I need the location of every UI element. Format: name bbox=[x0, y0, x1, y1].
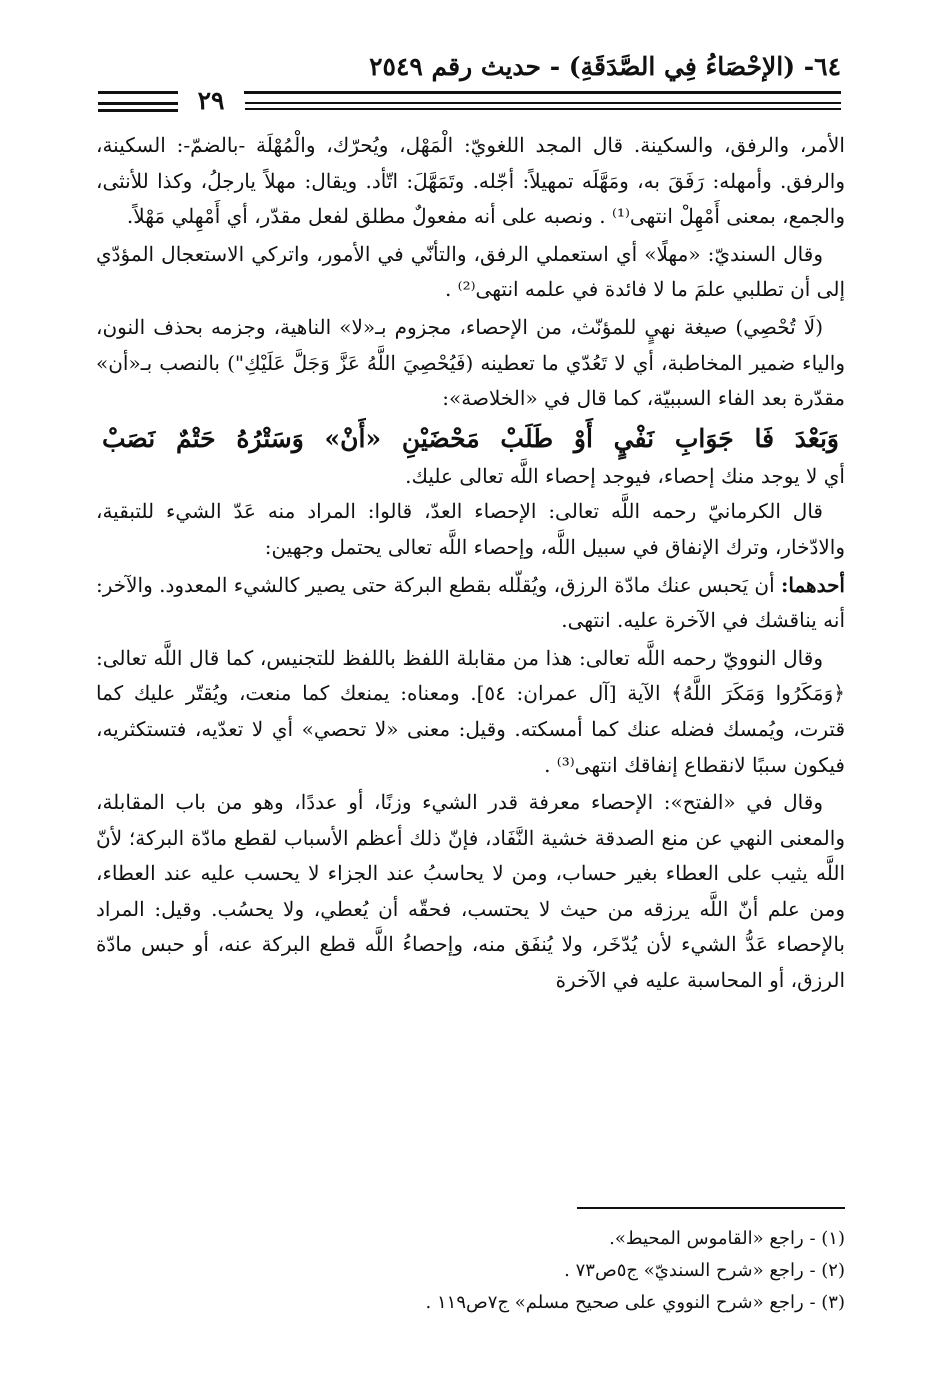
header-rule-short bbox=[98, 102, 178, 105]
body-text bbox=[96, 128, 845, 1001]
paragraph: وقال السنديّ: «مهلًا» أي استعملي الرفق، والتأنّي في الأمور، واتركي الاستعجال المؤدّي إلى أن تطلبي علمَ ما لا فائدة في علمه انتهى⁽²⁾ . bbox=[96, 241, 845, 302]
verse-explanation: أي لا يوجد منك إحصاء، فيوجد إحصاء اللَّه تعالى عليك. bbox=[405, 463, 845, 488]
paragraph bbox=[96, 568, 845, 639]
footnote: (٣) - راجع «شرح النووي على صحيح مسلم» ج٧ص١١٩ . bbox=[425, 1292, 845, 1313]
paragraph: الأمر، والرفق، والسكينة. قال المجد اللغويّ: الْمَهْل، ويُحرّك، والْمُهْلَة -بالضمّ-: السكينة، والرفق. وأمهله: رَفَقَ به، ومَهَّلَه تمهيلاً: أجّله. وتَمَهَّلَ: اتّأد. ويقال: مهلاً يارجلُ، وكذا للأنثى، والجمع، بمعنى أَمْهِلْ انتهى⁽¹⁾ . ونصبه على أنه مفعولٌ مطلق لفعل مقدّر، أي أَمْهِلي مَهْلاً. bbox=[96, 133, 846, 229]
lead-word: أحدهما: bbox=[780, 572, 845, 597]
paragraph: وقال في «الفتح»: الإحصاء معرفة قدر الشيء وزنًا، أو عددًا، وهو من باب المقابلة، والمعنى النهي عن منع الصدقة خشية النَّفَاد، فإنّ ذلك أعظم الأسباب لقطع مادّة البركة؛ لأنّ اللَّه يثيب على العطاء بغير حساب، ومن لا يحاسبُ عند الجزاء لا يحسب عليه عند العطاء، ومن علم أنّ اللَّه يرزقه من حيث لا يحتسب، فحقّه أن يُعطي، ولا يحسُب. وقيل: المراد بالإحصاء عَدُّ الشيء لأن يُدّخَر، ولا يُنفَق منه، وإحصاءُ اللَّه قطع البركة عنه، أو حبس مادّة الرزق، أو المحاسبة عليه في الآخرة bbox=[96, 790, 845, 993]
paragraph: (لَا تُحْصِي) صيغة نهيٍ للمؤنّث، من الإحصاء، مجزوم بـ«لا» الناهية، وجزمه بحذف النون، والياء ضمير المخاطبة، أي لا تَعُدّي ما تعطينه (فَيُحْصِيَ اللَّهُ عَزَّ وَجَلَّ عَلَيْكِ") بالنصب بـ«أن» مقدّرة بعد الفاء السببيّة، كما قال في «الخلاصة»: bbox=[96, 314, 845, 411]
header-rule bbox=[245, 108, 841, 110]
footnote: (٢) - راجع «شرح السنديّ» ج٥ص٧٣ . bbox=[564, 1260, 845, 1281]
poetry-verse: وَبَعْدَ فَا جَوَابِ نَفْيٍ أَوْ طَلَبْ مَحْضَيْنِ «أَنْ» وَسَتْرُهُ حَتْمٌ نَصَبْ bbox=[102, 423, 839, 453]
footnotes bbox=[200, 1223, 845, 1319]
header-rule bbox=[245, 102, 841, 104]
page-number: ٢٩ bbox=[178, 84, 244, 118]
paragraph: قال الكرمانيّ رحمه اللَّه تعالى: الإحصاء العدّ، قالوا: المراد منه عَدّ الشيء للتبقية، والادّخار، وترك الإنفاق في سبيل اللَّه، وإحصاء اللَّه تعالى يحتمل وجهين: bbox=[96, 499, 845, 559]
paragraph: وقال النوويّ رحمه اللَّه تعالى: هذا من مقابلة اللفظ باللفظ للتجنيس، كما قال اللَّه تعالى: ﴿وَمَكَرُوا وَمَكَرَ اللَّهُ﴾ الآية [آل عمران: ٥٤]. ومعناه: يمنعك كما منعت، ويُقتّر عليك كما قترت، ويُمسك فضله عنك كما أمسكته. وقيل: معنى «لا تحصي» أي لا تعدّيه، فتستكثريه، فيكون سببًا لانقطاع إنفاقك انتهى⁽³⁾ . bbox=[96, 645, 846, 777]
footnote: (١) - راجع «القاموس المحيط». bbox=[609, 1228, 845, 1249]
header-rule-short bbox=[98, 109, 178, 112]
running-title: ٦٤- (الإحْصَاءُ فِي الصَّدَقَةِ) - حديث رقم ٢٥٤٩ bbox=[369, 52, 841, 81]
footnote-separator bbox=[577, 1207, 845, 1209]
paragraph-text: أن يَحبس عنك مادّة الرزق، ويُقلّله بقطع البركة حتى يصير كالشيء المعدود. والآخر: أنه يناقشك في الآخرة عليه. انتهى. bbox=[96, 572, 845, 633]
